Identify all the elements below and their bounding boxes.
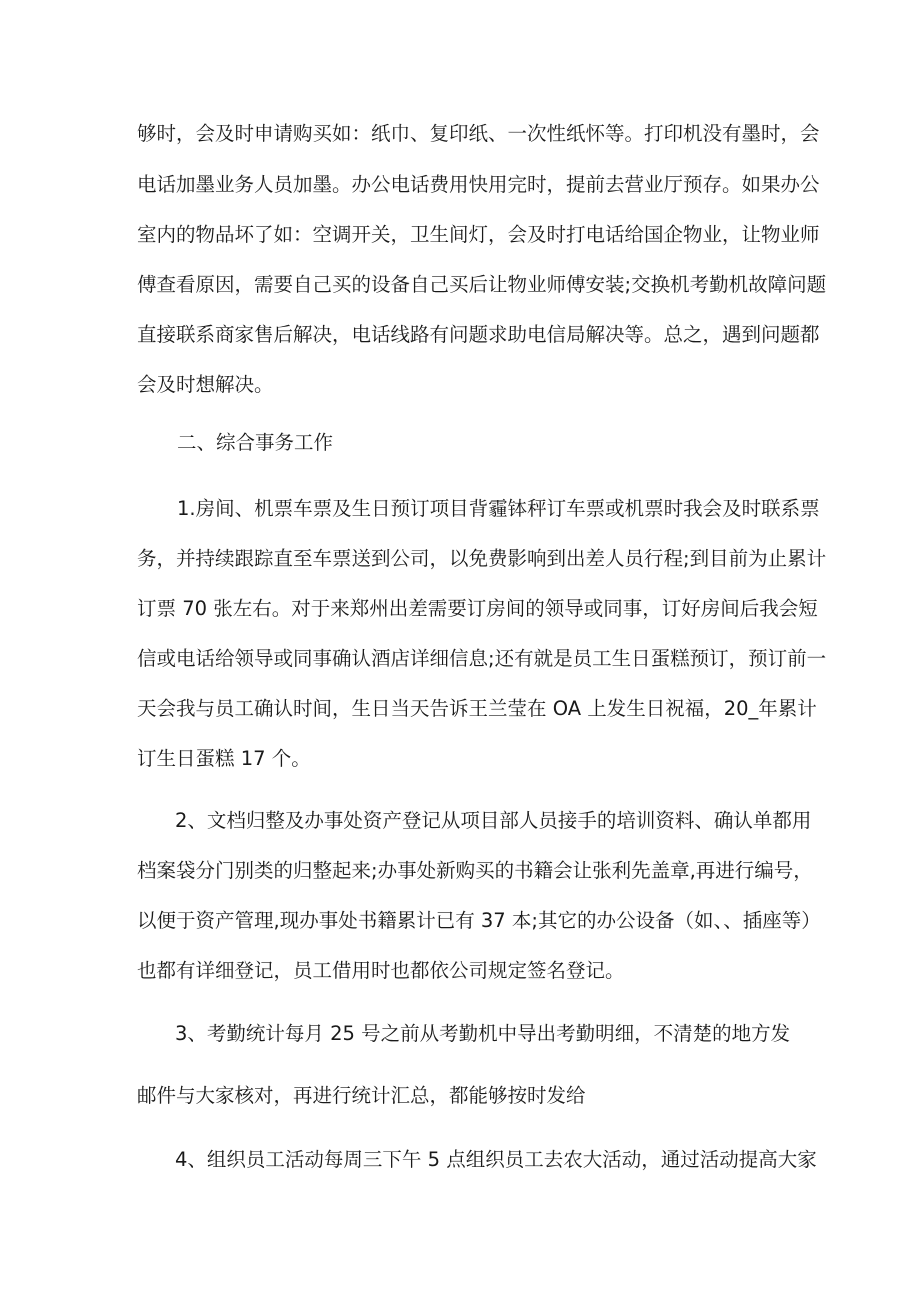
paragraph-line: 以便于资产管理,现办事处书籍累计已有 37 本;其它的办公设备（如、、插座等） [137, 909, 821, 932]
paragraph-line: 2、文档归整及办事处资产登记从项目部人员接手的培训资料、确认单都用 [175, 809, 812, 832]
paragraph-line: 档案袋分门别类的归整起来;办事处新购买的书籍会让张利先盖章,再进行编号， [137, 859, 813, 882]
paragraph-line: 订生日蛋糕 17 个。 [137, 747, 311, 770]
paragraph-line: 够时，会及时申请购买如：纸巾、复印纸、一次性纸怀等。打印机没有墨时，会 [137, 122, 820, 145]
paragraph-line: 直接联系商家售后解决，电话线路有问题求助电信局解决等。总之，遇到问题都 [137, 323, 820, 346]
paragraph-line: 傅查看原因，需要自己买的设备自己买后让物业师傅安装;交换机考勤机故障问题 [137, 273, 827, 296]
paragraph-line: 订票 70 张左右。对于来郑州出差需要订房间的领导或同事，订好房间后我会短 [137, 597, 818, 620]
paragraph-line: 邮件与大家核对，再进行统计汇总，都能够按时发给 [137, 1084, 586, 1107]
paragraph-line: 会及时想解决。 [137, 373, 274, 396]
section-heading: 二、综合事务工作 [177, 431, 334, 454]
paragraph-line: 电话加墨业务人员加墨。办公电话费用快用完时，提前去营业厅预存。如果办公 [137, 173, 820, 196]
paragraph-line: 1.房间、机票车票及生日预订项目背霾钵秤订车票或机票时我会及时联系票 [177, 497, 820, 520]
paragraph-line: 4、组织员工活动每周三下午 5 点组织员工去农大活动，通过活动提高大家 [175, 1148, 817, 1171]
paragraph-line: 也都有详细登记，员工借用时也都依公司规定签名登记。 [137, 959, 625, 982]
paragraph-line: 天会我与员工确认时间，生日当天告诉王兰莹在 OA 上发生日祝福，20_年累计 [137, 697, 817, 720]
paragraph-line: 务，并持续跟踪直至车票送到公司，以免费影响到出差人员行程;到目前为止累计 [137, 547, 827, 570]
paragraph-line: 信或电话给领导或同事确认酒店详细信息;还有就是员工生日蛋糕预订，预订前一 [137, 647, 827, 670]
paragraph-line: 3、考勤统计每月 25 号之前从考勤机中导出考勤明细，不清楚的地方发 [175, 1022, 791, 1045]
paragraph-line: 室内的物品坏了如：空调开关，卫生间灯，会及时打电话给国企物业，让物业师 [137, 223, 820, 246]
